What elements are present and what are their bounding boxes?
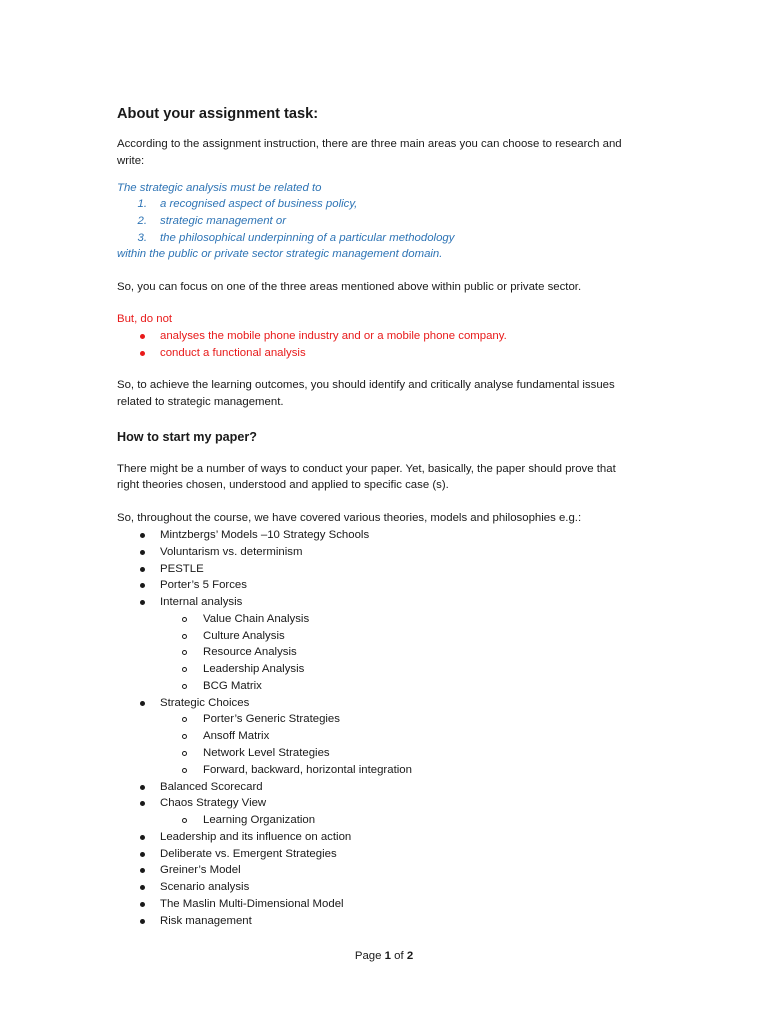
theory-item: Scenario analysis	[160, 881, 250, 893]
theory-item: Chaos Strategy View	[160, 797, 267, 809]
theory-item: Network Level Strategies	[203, 747, 330, 759]
intro-line-2: write:	[117, 155, 145, 167]
heading-start-paper: How to start my paper?	[117, 430, 257, 444]
theory-item: Leadership Analysis	[203, 663, 305, 675]
bullet-icon	[140, 600, 145, 605]
blue-item-1-number: 1.	[137, 198, 147, 210]
circle-bullet-icon	[182, 617, 187, 622]
bullet-icon	[140, 902, 145, 907]
heading-assignment-task: About your assignment task:	[117, 106, 319, 122]
footer-page-word: Page	[354, 950, 382, 962]
theory-item: Porter’s Generic Strategies	[203, 713, 340, 725]
start-line-1: There might be a number of ways to conduct your paper. Yet, basically, the paper should prove that	[117, 463, 616, 475]
circle-bullet-icon	[182, 667, 187, 672]
focus-text: So, you can focus on one of the three areas mentioned above within public or private sector.	[117, 281, 582, 293]
theory-item: Culture Analysis	[203, 630, 285, 642]
theory-item: Learning Organization	[203, 814, 316, 826]
bullet-icon	[140, 868, 145, 873]
page-footer	[0, 948, 768, 964]
blue-tail: within the public or private sector strategic management domain.	[117, 248, 443, 260]
red-item-1: analyses the mobile phone industry and or a mobile phone company.	[160, 330, 507, 342]
outcomes-line-2: related to strategic management.	[117, 396, 284, 408]
circle-bullet-icon	[182, 717, 187, 722]
circle-bullet-icon	[182, 650, 187, 655]
bullet-icon	[140, 701, 145, 706]
bullet-icon	[140, 852, 145, 857]
theory-item: Mintzbergs’ Models –10 Strategy Schools	[160, 529, 370, 541]
bullet-icon	[140, 785, 145, 790]
theory-item: Value Chain Analysis	[203, 613, 310, 625]
theory-item: Risk management	[160, 915, 252, 927]
circle-bullet-icon	[182, 634, 187, 639]
bullet-icon	[140, 567, 145, 572]
bullet-icon	[140, 885, 145, 890]
circle-bullet-icon	[182, 751, 187, 756]
start-line-2: right theories chosen, understood and applied to specific case (s).	[117, 479, 449, 491]
blue-item-3-text: the philosophical underpinning of a particular methodology	[160, 232, 455, 244]
outcomes-line-1: So, to achieve the learning outcomes, you should identify and critically analyse fundamental issues	[117, 379, 615, 391]
footer-current-page: 1	[384, 950, 391, 962]
theory-item: BCG Matrix	[203, 680, 262, 692]
circle-bullet-icon	[182, 768, 187, 773]
intro-line-1: According to the assignment instruction, there are three main areas you can choose to research and	[117, 138, 622, 150]
bullet-icon	[140, 835, 145, 840]
theory-item: Voluntarism vs. determinism	[160, 546, 303, 558]
blue-item-3-number: 3.	[137, 232, 147, 244]
blue-item-2-number: 2.	[137, 215, 147, 227]
theory-item: Resource Analysis	[203, 646, 297, 658]
bullet-icon	[140, 550, 145, 555]
bullet-icon	[140, 334, 145, 339]
blue-item-1-text: a recognised aspect of business policy,	[160, 198, 358, 210]
circle-bullet-icon	[182, 818, 187, 823]
theory-item: Balanced Scorecard	[160, 781, 263, 793]
red-item-2: conduct a functional analysis	[160, 347, 306, 359]
circle-bullet-icon	[182, 684, 187, 689]
theory-item: Internal analysis	[160, 596, 243, 608]
theory-item: The Maslin Multi-Dimensional Model	[160, 898, 344, 910]
red-lead: But, do not	[117, 313, 173, 325]
bullet-icon	[140, 351, 145, 356]
footer-total-pages: 2	[406, 950, 414, 962]
blue-lead: The strategic analysis must be related to	[117, 182, 322, 194]
theory-item: Leadership and its influence on action	[160, 831, 352, 843]
bullet-icon	[140, 801, 145, 806]
circle-bullet-icon	[182, 734, 187, 739]
theory-item: Deliberate vs. Emergent Strategies	[160, 848, 337, 860]
theory-item: Ansoff Matrix	[203, 730, 270, 742]
course-intro: So, throughout the course, we have covered various theories, models and philosophies e.g.:	[117, 512, 582, 524]
bullet-icon	[140, 919, 145, 924]
bullet-icon	[140, 533, 145, 538]
theory-item: Forward, backward, horizontal integration	[203, 764, 412, 776]
bullet-icon	[140, 583, 145, 588]
theory-item: PESTLE	[160, 563, 204, 575]
footer-of-word: of	[394, 950, 404, 962]
theory-item: Greiner’s Model	[160, 864, 241, 876]
theory-item: Strategic Choices	[160, 697, 250, 709]
theory-item: Porter’s 5 Forces	[160, 579, 247, 591]
blue-item-2-text: strategic management or	[160, 215, 286, 227]
